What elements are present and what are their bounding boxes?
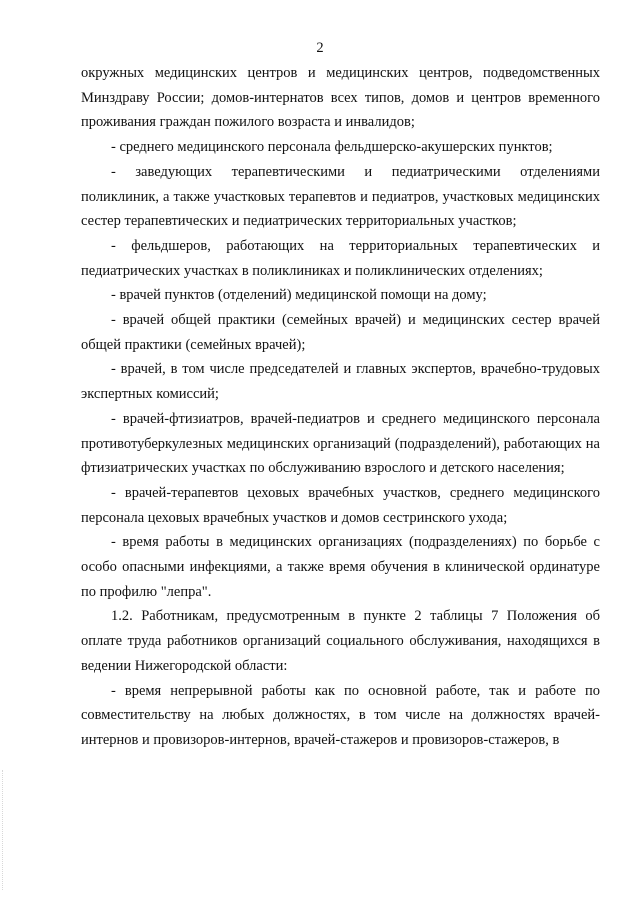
paragraph: 1.2. Работникам, предусмотренным в пункте 2 таблицы 7 Положения об оплате труда работников организаций социального обслуживания, находящихся в ведении Нижегородской области:: [81, 608, 600, 674]
paragraph: окружных медицинских центров и медицинских центров, подведомственных Минздраву России; домов-интернатов всех типов, домов и центров временного проживания граждан пожилого возраста и инвалидов;: [81, 65, 600, 131]
paragraph: - врачей общей практики (семейных врачей) и медицинских сестер врачей общей практики (семейных врачей);: [81, 312, 600, 353]
paragraph: - время непрерывной работы как по основной работе, так и работе по совместительству на любых должностях, в том числе на должностях врачей-интернов и провизоров-интернов, врачей-стажеров и провизоров-стажеров, в: [81, 682, 600, 748]
paragraph: - заведующих терапевтическими и педиатрическими отделениями поликлиник, а также участковых терапевтов и педиатров, участковых медицинских сестер терапевтических и педиатрических территориальных участков;: [81, 163, 600, 230]
paragraph: - врачей пунктов (отделений) медицинской помощи на дому;: [111, 287, 487, 304]
paragraph: - врачей-терапевтов цеховых врачебных участков, среднего медицинского персонала цеховых врачебных участков и домов сестринского ухода;: [81, 484, 600, 526]
document-body: [81, 61, 600, 753]
paragraph: - врачей, в том числе председателей и главных экспертов, врачебно-трудовых экспертных комиссий;: [81, 361, 600, 403]
paragraph: - врачей-фтизиатров, врачей-педиатров и среднего медицинского персонала противотуберкулезных медицинских организаций (подразделений), работающих на фтизиатрических участках по обслуживанию взрослого и детского населения;: [81, 410, 600, 477]
page-number: 2: [316, 40, 324, 56]
paragraph: - среднего медицинского персонала фельдшерско-акушерских пунктов;: [111, 139, 553, 156]
scan-margin-mark: [2, 770, 11, 890]
paragraph: - фельдшеров, работающих на территориальных терапевтических и педиатрических участках в поликлиниках и поликлинических отделениях;: [81, 237, 600, 279]
paragraph: - время работы в медицинских организациях (подразделениях) по борьбе с особо опасными инфекциями, а также время обучения в клинической ординатуре по профилю "лепра".: [81, 534, 600, 600]
